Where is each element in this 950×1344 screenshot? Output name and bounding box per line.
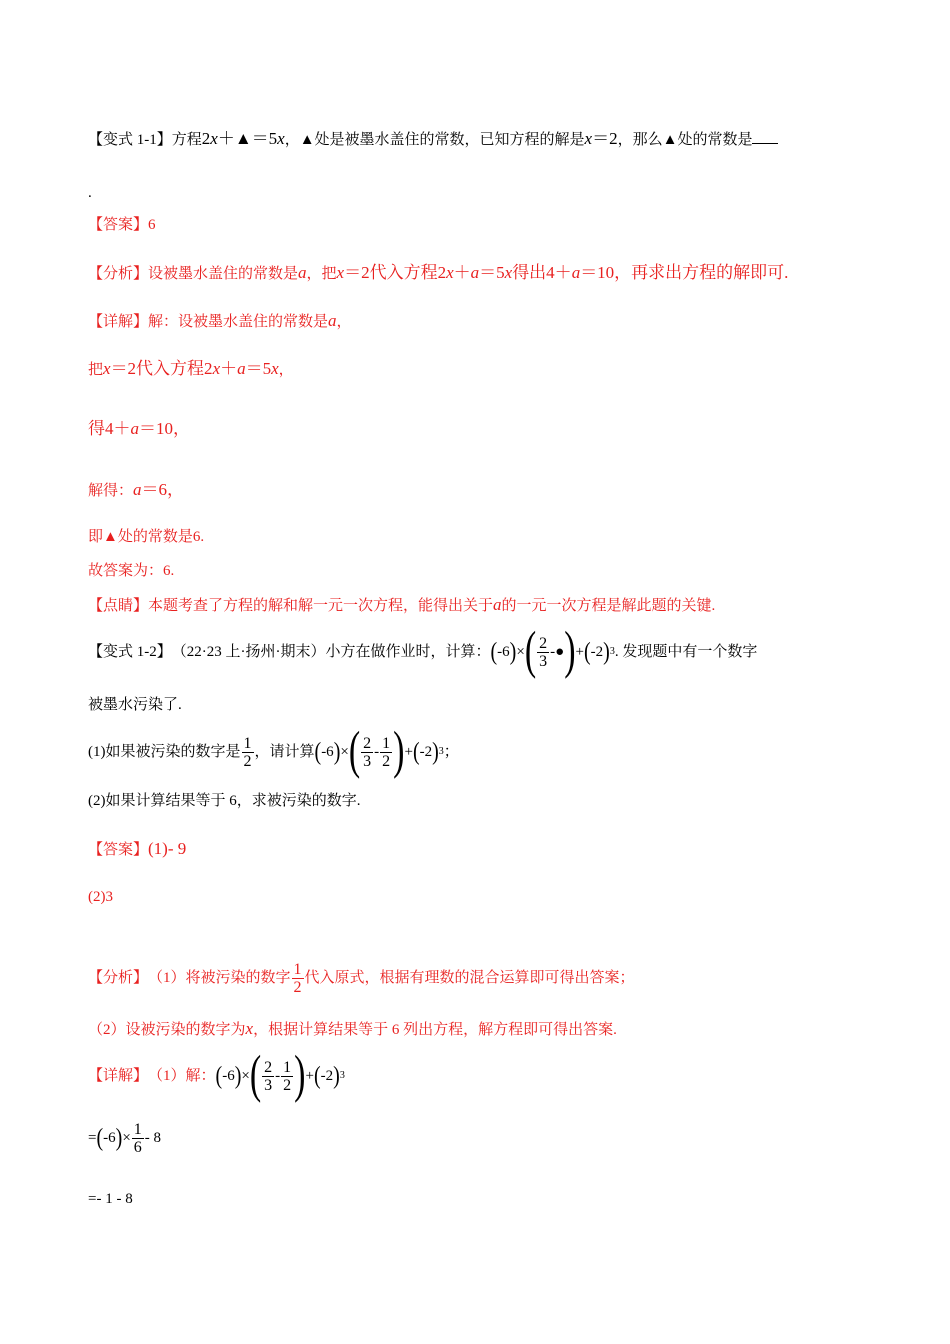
answer-1: 【答案】6 (88, 217, 156, 233)
detail-2-step-1: = ( -6 ) × $\frac{1}{6}$ - 8 (88, 1120, 162, 1156)
question-2-stem: 【变式 1-2】 （22·23 上·扬州·期末）小方在做作业时，计算： ( -6 ) × ( $\frac{2}{3}$ -● ) + ( -2 ) 3 . 发现题中有一个数字 (88, 622, 758, 680)
fraction-2-3: $\frac{2}{3}$ (539, 634, 548, 670)
question-1-period: . (88, 185, 92, 201)
detail-1-step-5: 故答案为：6. (88, 563, 175, 579)
detail-1-step-4: 即▲处的常数是6. (88, 529, 205, 545)
answer-2-part-2: (2)3 (88, 889, 113, 905)
detail-2: 【详解】 （1）解： ( -6 ) × ( $\frac{2}{3}$ - $\frac{1}{2}$ ) + ( -2 ) 3 (88, 1046, 345, 1104)
question-2-sub-1: (1)如果被污染的数字是 $\frac{1}{2}$ ，请计算 ( -6 ) × ( $\frac{2}{3}$ - $\frac{1}{2}$ ) + ( -2 ) 3 ； (88, 722, 459, 780)
question-2-sub-2: (2)如果计算结果等于 6，求被污染的数字. (88, 793, 361, 809)
analysis-2-part-2: （2）设被污染的数字为x，根据计算结果等于 6 列出方程，解方程即可得出答案. (88, 1019, 617, 1038)
analysis-2: 【分析】 （1）将被污染的数字 $\frac{1}{2}$ 代入原式，根据有理数的混合运算即可得出答案； (88, 960, 635, 996)
fraction-1-2: $\frac{1}{2}$ (243, 734, 252, 770)
answer-blank (752, 129, 778, 144)
detail-1-step-1: 把x＝2代入方程2x＋a＝5x， (88, 359, 294, 378)
analysis-1: 【分析】设被墨水盖住的常数是a，把x＝2代入方程2x＋a＝5x得出4＋a＝10，再求出方程的解即可. (88, 263, 789, 282)
detail-1-step-2: 得4＋a＝10， (88, 419, 190, 438)
answer-2: 【答案】(1)- 9 (88, 839, 187, 858)
question-tag: 【变式 1-1】 (88, 132, 172, 148)
question-2-stem-cont: 被墨水污染了. (88, 697, 182, 713)
detail-1-step-3: 解得：a＝6， (88, 480, 185, 499)
question-tag: 【变式 1-2】 (88, 644, 172, 660)
detail-2-step-2: =- 1 - 8 (88, 1191, 133, 1207)
point-1: 【点睛】本题考查了方程的解和解一元一次方程，能得出关于a的一元一次方程是解此题的关键. (88, 595, 716, 614)
detail-1: 【详解】解：设被墨水盖住的常数是a， (88, 311, 352, 330)
question-1-stem: 【变式 1-1】方程2x＋▲＝5x，▲处是被墨水盖住的常数，已知方程的解是x＝2，那么▲处的常数是 (88, 128, 778, 151)
